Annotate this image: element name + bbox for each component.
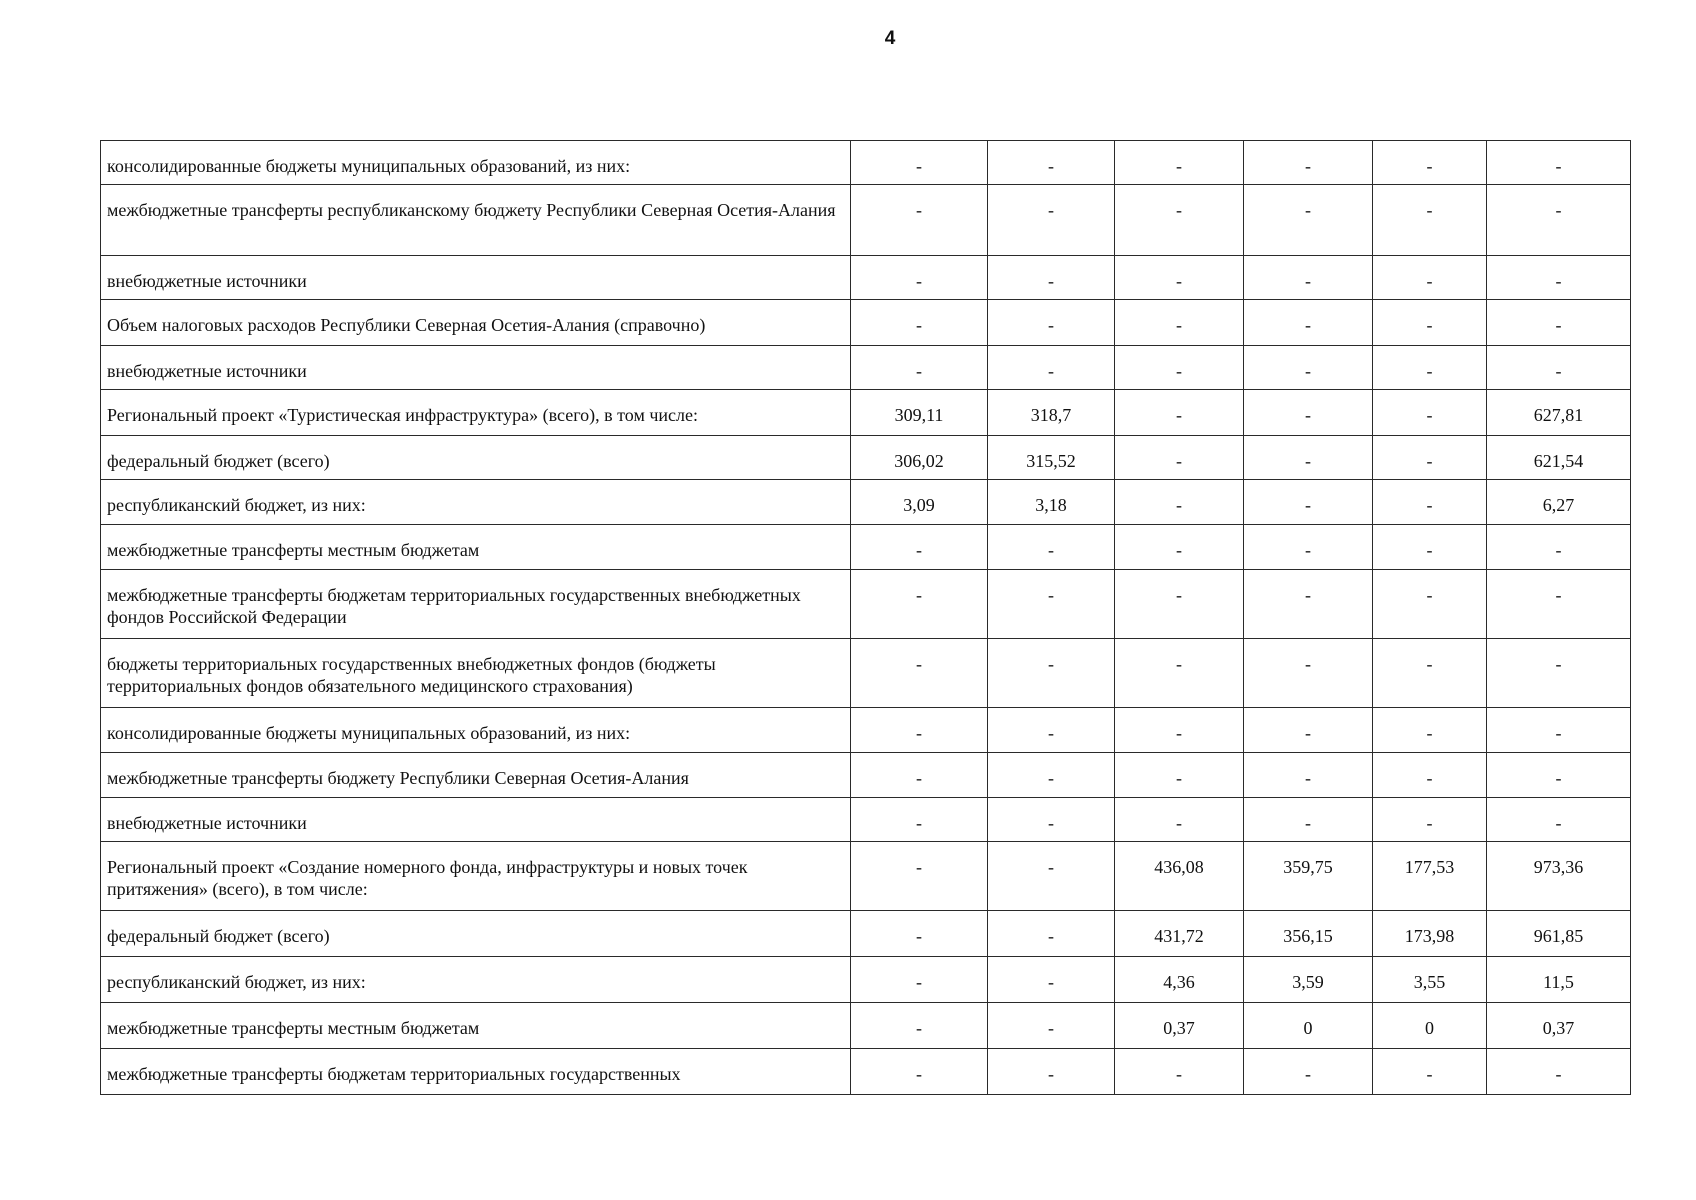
value-cell: -	[1487, 525, 1631, 570]
value-cell: -	[1373, 1049, 1487, 1095]
row-label: республиканский бюджет, из них:	[101, 480, 851, 525]
value-cell: -	[1373, 185, 1487, 256]
value-cell: 3,59	[1244, 957, 1373, 1003]
row-label: республиканский бюджет, из них:	[101, 957, 851, 1003]
value-cell: -	[1244, 256, 1373, 300]
value-cell: -	[1487, 708, 1631, 753]
table-row	[101, 525, 1631, 570]
value-cell: -	[1244, 798, 1373, 842]
value-cell: -	[1244, 141, 1373, 185]
value-cell: -	[851, 185, 988, 256]
table-row	[101, 346, 1631, 390]
table-row	[101, 141, 1631, 185]
table-row	[101, 300, 1631, 346]
value-cell: -	[1244, 570, 1373, 639]
value-cell: -	[1373, 390, 1487, 436]
row-label: внебюджетные источники	[101, 798, 851, 842]
value-cell: -	[1115, 570, 1244, 639]
value-cell: -	[1244, 1049, 1373, 1095]
value-cell: -	[988, 639, 1115, 708]
value-cell: -	[1373, 300, 1487, 346]
value-cell: 973,36	[1487, 842, 1631, 911]
value-cell: 359,75	[1244, 842, 1373, 911]
row-label: межбюджетные трансферты бюджетам территориальных государственных внебюджетных фондов Российской Федерации	[101, 570, 851, 639]
value-cell: -	[1373, 346, 1487, 390]
value-cell: -	[988, 911, 1115, 957]
value-cell: -	[1373, 570, 1487, 639]
value-cell: -	[988, 957, 1115, 1003]
value-cell: 3,55	[1373, 957, 1487, 1003]
value-cell: -	[988, 185, 1115, 256]
value-cell: -	[1244, 639, 1373, 708]
table-row	[101, 798, 1631, 842]
value-cell: -	[1373, 798, 1487, 842]
value-cell: -	[1487, 141, 1631, 185]
value-cell: -	[1487, 1049, 1631, 1095]
value-cell: 173,98	[1373, 911, 1487, 957]
value-cell: -	[851, 141, 988, 185]
value-cell: -	[1487, 753, 1631, 798]
value-cell: -	[1115, 390, 1244, 436]
value-cell: -	[1373, 436, 1487, 480]
value-cell: -	[1115, 1049, 1244, 1095]
table-row	[101, 957, 1631, 1003]
value-cell: 177,53	[1373, 842, 1487, 911]
value-cell: -	[1115, 708, 1244, 753]
value-cell: 306,02	[851, 436, 988, 480]
table-row	[101, 1003, 1631, 1049]
row-label: консолидированные бюджеты муниципальных образований, из них:	[101, 708, 851, 753]
value-cell: -	[1115, 141, 1244, 185]
row-label: федеральный бюджет (всего)	[101, 911, 851, 957]
value-cell: -	[1373, 639, 1487, 708]
value-cell: -	[1373, 753, 1487, 798]
value-cell: 0	[1244, 1003, 1373, 1049]
value-cell: -	[988, 1003, 1115, 1049]
value-cell: -	[988, 141, 1115, 185]
value-cell: -	[988, 753, 1115, 798]
value-cell: -	[1115, 185, 1244, 256]
row-label: федеральный бюджет (всего)	[101, 436, 851, 480]
value-cell: 961,85	[1487, 911, 1631, 957]
value-cell: -	[1487, 300, 1631, 346]
row-label: Объем налоговых расходов Республики Северная Осетия-Алания (справочно)	[101, 300, 851, 346]
table-row	[101, 753, 1631, 798]
row-label: Региональный проект «Туристическая инфраструктура» (всего), в том числе:	[101, 390, 851, 436]
value-cell: 318,7	[988, 390, 1115, 436]
value-cell: 627,81	[1487, 390, 1631, 436]
value-cell: -	[851, 1003, 988, 1049]
row-label: межбюджетные трансферты бюджету Республики Северная Осетия-Алания	[101, 753, 851, 798]
value-cell: -	[1487, 570, 1631, 639]
value-cell: 6,27	[1487, 480, 1631, 525]
value-cell: -	[1244, 185, 1373, 256]
value-cell: -	[1115, 525, 1244, 570]
value-cell: -	[851, 1049, 988, 1095]
value-cell: -	[988, 300, 1115, 346]
table-row	[101, 842, 1631, 911]
value-cell: -	[1115, 798, 1244, 842]
row-label: межбюджетные трансферты бюджетам территориальных государственных	[101, 1049, 851, 1095]
value-cell: -	[988, 525, 1115, 570]
value-cell: -	[1115, 436, 1244, 480]
value-cell: -	[851, 753, 988, 798]
row-label: внебюджетные источники	[101, 346, 851, 390]
table-row	[101, 639, 1631, 708]
value-cell: -	[851, 798, 988, 842]
value-cell: -	[851, 911, 988, 957]
value-cell: -	[1373, 708, 1487, 753]
value-cell: -	[1115, 256, 1244, 300]
table-row	[101, 256, 1631, 300]
value-cell: -	[851, 957, 988, 1003]
row-label: консолидированные бюджеты муниципальных образований, из них:	[101, 141, 851, 185]
value-cell: -	[1244, 300, 1373, 346]
value-cell: -	[1115, 346, 1244, 390]
value-cell: 436,08	[1115, 842, 1244, 911]
value-cell: -	[1373, 141, 1487, 185]
value-cell: 309,11	[851, 390, 988, 436]
value-cell: -	[988, 1049, 1115, 1095]
value-cell: -	[851, 300, 988, 346]
value-cell: -	[1373, 256, 1487, 300]
table-row	[101, 480, 1631, 525]
value-cell: -	[851, 570, 988, 639]
row-label: Региональный проект «Создание номерного фонда, инфраструктуры и новых точек притяжения» (всего), в том числе:	[101, 842, 851, 911]
value-cell: -	[851, 639, 988, 708]
value-cell: -	[1487, 185, 1631, 256]
page-number: 4	[884, 28, 896, 49]
table-row	[101, 185, 1631, 256]
table-row	[101, 911, 1631, 957]
value-cell: -	[1244, 708, 1373, 753]
value-cell: -	[851, 708, 988, 753]
value-cell: -	[1115, 753, 1244, 798]
value-cell: -	[1373, 525, 1487, 570]
table-row	[101, 390, 1631, 436]
value-cell: -	[1244, 390, 1373, 436]
value-cell: 3,18	[988, 480, 1115, 525]
value-cell: -	[1115, 480, 1244, 525]
value-cell: -	[1487, 639, 1631, 708]
value-cell: -	[988, 256, 1115, 300]
value-cell: -	[1244, 480, 1373, 525]
table-row	[101, 570, 1631, 639]
value-cell: 431,72	[1115, 911, 1244, 957]
table-row	[101, 708, 1631, 753]
value-cell: -	[851, 256, 988, 300]
value-cell: -	[988, 798, 1115, 842]
value-cell: -	[851, 346, 988, 390]
value-cell: 621,54	[1487, 436, 1631, 480]
value-cell: 0	[1373, 1003, 1487, 1049]
value-cell: 11,5	[1487, 957, 1631, 1003]
value-cell: 0,37	[1487, 1003, 1631, 1049]
value-cell: -	[1373, 480, 1487, 525]
row-label: межбюджетные трансферты республиканскому бюджету Республики Северная Осетия-Алания	[101, 185, 851, 256]
value-cell: 4,36	[1115, 957, 1244, 1003]
value-cell: -	[1487, 346, 1631, 390]
row-label: межбюджетные трансферты местным бюджетам	[101, 1003, 851, 1049]
value-cell: -	[1244, 753, 1373, 798]
value-cell: -	[851, 525, 988, 570]
value-cell: -	[1244, 436, 1373, 480]
value-cell: 0,37	[1115, 1003, 1244, 1049]
value-cell: -	[988, 570, 1115, 639]
value-cell: -	[1487, 798, 1631, 842]
value-cell: -	[988, 842, 1115, 911]
value-cell: 315,52	[988, 436, 1115, 480]
value-cell: 356,15	[1244, 911, 1373, 957]
row-label: бюджеты территориальных государственных внебюджетных фондов (бюджеты территориальных фондов обязательного медицинского страхования)	[101, 639, 851, 708]
row-label: межбюджетные трансферты местным бюджетам	[101, 525, 851, 570]
row-label: внебюджетные источники	[101, 256, 851, 300]
value-cell: 3,09	[851, 480, 988, 525]
value-cell: -	[1487, 256, 1631, 300]
budget-table	[100, 140, 1631, 1095]
value-cell: -	[1115, 300, 1244, 346]
value-cell: -	[1244, 346, 1373, 390]
table-row	[101, 436, 1631, 480]
value-cell: -	[851, 842, 988, 911]
value-cell: -	[988, 346, 1115, 390]
value-cell: -	[1244, 525, 1373, 570]
value-cell: -	[1115, 639, 1244, 708]
value-cell: -	[988, 708, 1115, 753]
table-row	[101, 1049, 1631, 1095]
